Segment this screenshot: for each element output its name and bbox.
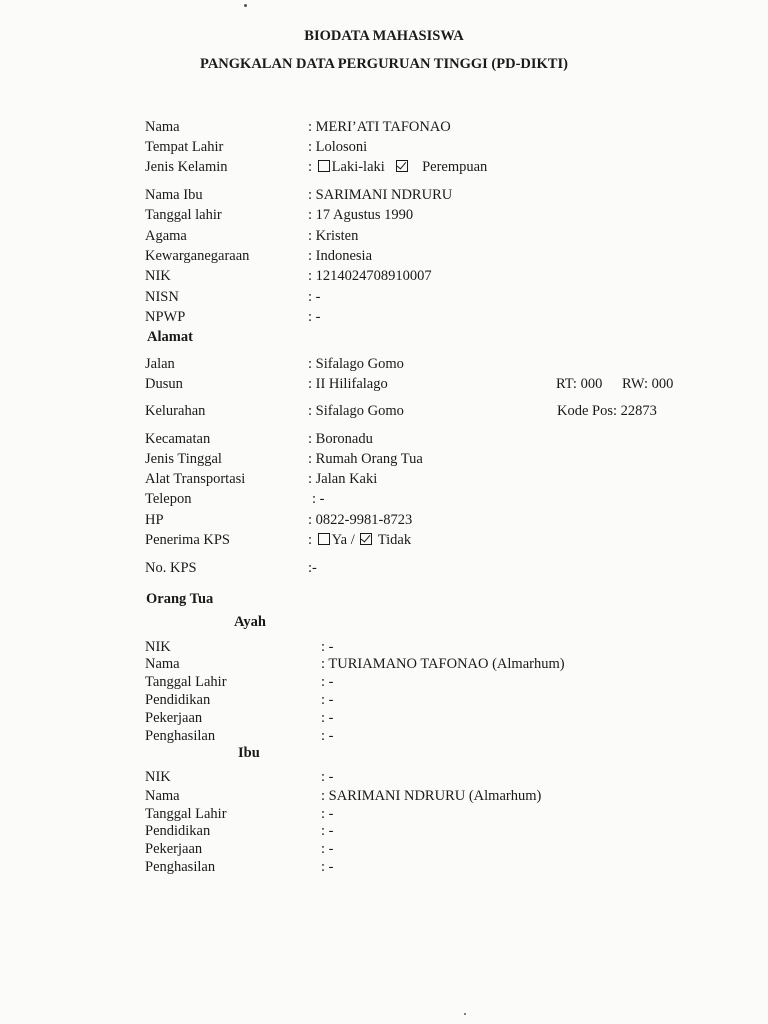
separator: / <box>350 532 355 548</box>
value-tempat-lahir: : Lolosoni <box>308 139 368 155</box>
colon: : <box>308 159 313 175</box>
label-ibu-tanggal-lahir: Tanggal Lahir <box>145 806 227 822</box>
label-ayah-tanggal-lahir: Tanggal Lahir <box>145 674 227 690</box>
label-kecamatan: Kecamatan <box>145 431 211 447</box>
label-alat-transportasi: Alat Transportasi <box>145 471 246 487</box>
label-penerima-kps: Penerima KPS <box>145 532 230 548</box>
heading-alamat: Alamat <box>147 329 193 345</box>
option-perempuan: Perempuan <box>422 159 488 175</box>
label-ibu-penghasilan: Penghasilan <box>145 859 216 875</box>
value-jalan: : Sifalago Gomo <box>308 356 404 372</box>
value-nama-ibu: : SARIMANI NDRURU <box>308 187 453 203</box>
label-nama-ibu: Nama Ibu <box>145 187 203 203</box>
label-nama: Nama <box>145 119 180 135</box>
value-ibu-penghasilan: : - <box>321 859 334 875</box>
value-kewarganegaraan: : Indonesia <box>308 248 373 264</box>
value-nama: : MERI’ATI TAFONAO <box>308 119 451 135</box>
value-ayah-pekerjaan: : - <box>321 710 334 726</box>
label-agama: Agama <box>145 228 187 244</box>
value-kecamatan: : Boronadu <box>308 431 373 447</box>
label-jenis-tinggal: Jenis Tinggal <box>145 451 222 467</box>
value-ibu-pekerjaan: : - <box>321 841 334 857</box>
value-no-kps: :- <box>308 560 317 576</box>
value-ayah-nik: : - <box>321 639 334 655</box>
value-jenis-kelamin <box>308 158 487 176</box>
label-hp: HP <box>145 512 164 528</box>
label-dusun: Dusun <box>145 376 183 392</box>
value-jenis-tinggal: : Rumah Orang Tua <box>308 451 423 467</box>
label-nik: NIK <box>145 268 171 284</box>
colon: : <box>308 532 313 548</box>
label-ibu-nama: Nama <box>145 788 180 804</box>
checkbox-tidak-checked[interactable] <box>360 533 372 545</box>
heading-ibu: Ibu <box>238 745 260 761</box>
value-ibu-nik: : - <box>321 769 334 785</box>
checkbox-perempuan-checked[interactable] <box>396 160 408 172</box>
label-nisn: NISN <box>145 289 179 305</box>
value-ayah-nama: : TURIAMANO TAFONAO (Almarhum) <box>321 656 565 672</box>
value-nisn: : - <box>308 289 321 305</box>
label-ayah-nama: Nama <box>145 656 180 672</box>
value-alat-transportasi: : Jalan Kaki <box>308 471 378 487</box>
label-ayah-pendidikan: Pendidikan <box>145 692 211 708</box>
value-ayah-penghasilan: : - <box>321 728 334 744</box>
heading-orang-tua: Orang Tua <box>146 591 214 607</box>
option-laki-laki: Laki-laki <box>331 159 385 175</box>
label-ibu-pendidikan: Pendidikan <box>145 823 211 839</box>
scan-speck <box>244 4 247 7</box>
value-agama: : Kristen <box>308 228 359 244</box>
value-rw: RW: 000 <box>622 376 674 392</box>
checkbox-laki-laki[interactable] <box>318 160 330 172</box>
option-ya: Ya <box>331 532 348 548</box>
heading-ayah: Ayah <box>234 614 266 630</box>
value-kode-pos: Kode Pos: 22873 <box>557 403 657 419</box>
label-ibu-pekerjaan: Pekerjaan <box>145 841 203 857</box>
scan-speck <box>464 1013 466 1015</box>
option-tidak: Tidak <box>377 532 412 548</box>
value-ayah-pendidikan: : - <box>321 692 334 708</box>
value-tanggal-lahir: : 17 Agustus 1990 <box>308 207 414 223</box>
checkbox-ya[interactable] <box>318 533 330 545</box>
value-rt: RT: 000 <box>556 376 603 392</box>
value-ayah-tanggal-lahir: : - <box>321 674 334 690</box>
label-ibu-nik: NIK <box>145 769 171 785</box>
label-ayah-pekerjaan: Pekerjaan <box>145 710 203 726</box>
value-nik: : 1214024708910007 <box>308 268 432 284</box>
label-tempat-lahir: Tempat Lahir <box>145 139 224 155</box>
value-kelurahan: : Sifalago Gomo <box>308 403 404 419</box>
label-ayah-nik: NIK <box>145 639 171 655</box>
label-kewarganegaraan: Kewarganegaraan <box>145 248 250 264</box>
value-hp: : 0822-9981-8723 <box>308 512 413 528</box>
label-tanggal-lahir: Tanggal lahir <box>145 207 222 223</box>
document-title: BIODATA MAHASISWA <box>304 28 464 44</box>
value-dusun: : II Hilifalago <box>308 376 388 392</box>
label-jalan: Jalan <box>145 356 175 372</box>
value-penerima-kps <box>308 531 411 549</box>
label-npwp: NPWP <box>145 309 186 325</box>
label-telepon: Telepon <box>145 491 192 507</box>
label-ayah-penghasilan: Penghasilan <box>145 728 216 744</box>
value-ibu-tanggal-lahir: : - <box>321 806 334 822</box>
label-kelurahan: Kelurahan <box>145 403 206 419</box>
value-npwp: : - <box>308 309 321 325</box>
value-ibu-nama: : SARIMANI NDRURU (Almarhum) <box>321 788 542 804</box>
label-jenis-kelamin: Jenis Kelamin <box>145 159 228 175</box>
label-no-kps: No. KPS <box>145 560 197 576</box>
value-telepon: : - <box>312 491 325 507</box>
document-subtitle: PANGKALAN DATA PERGURUAN TINGGI (PD-DIKTI) <box>200 56 568 72</box>
value-ibu-pendidikan: : - <box>321 823 334 839</box>
